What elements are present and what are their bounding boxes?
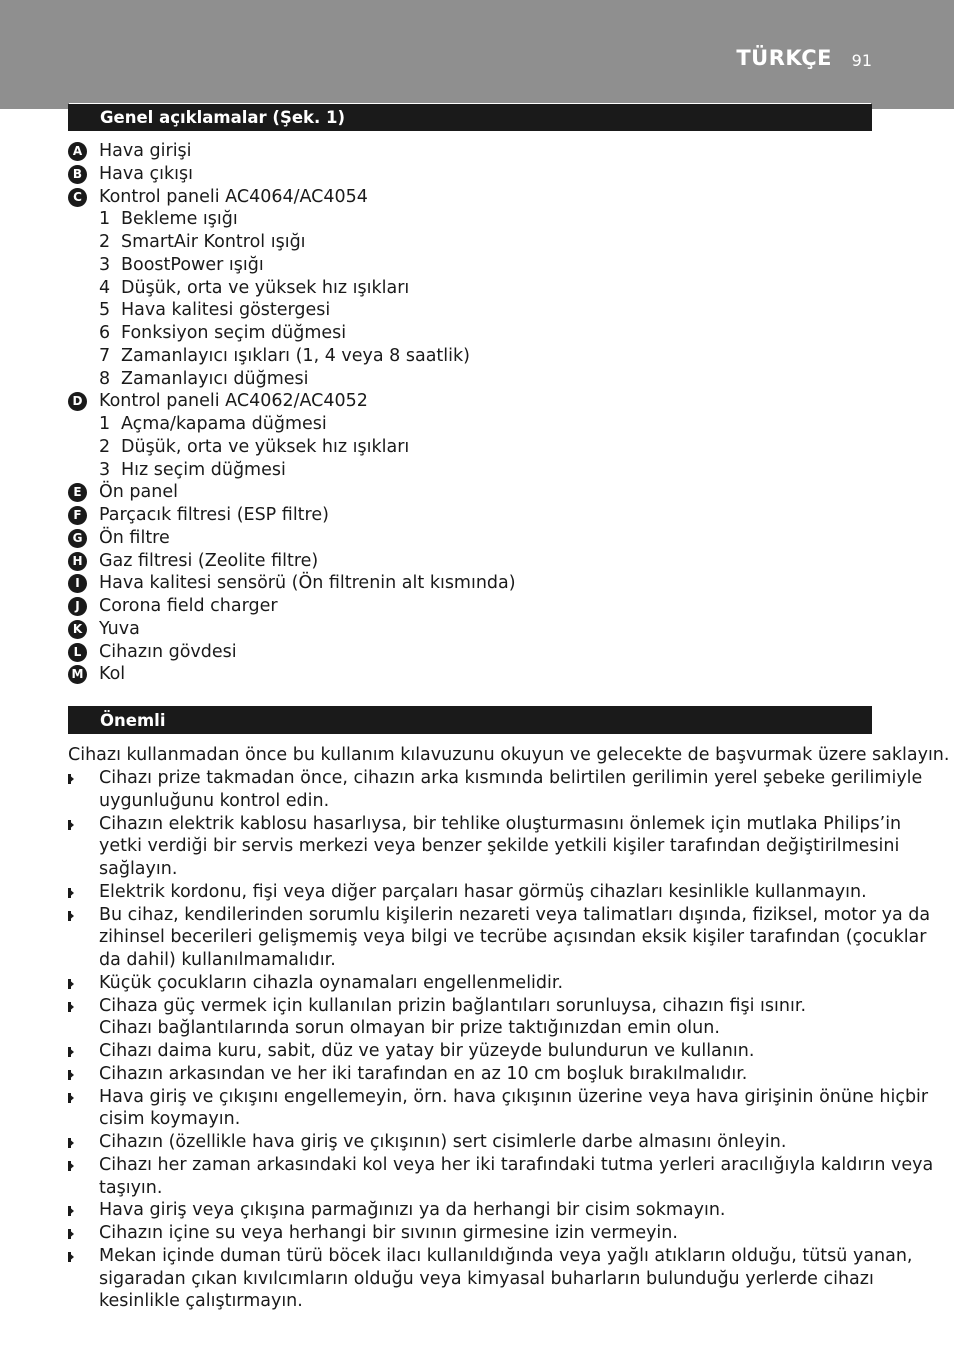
letter-marker-icon: J bbox=[68, 597, 87, 616]
section-heading-general-description bbox=[68, 103, 872, 131]
sub-part-number: 3 bbox=[99, 254, 111, 275]
part-label: Cihazın gövdesi bbox=[99, 641, 237, 662]
sub-part-label: Açma/kapama düğmesi bbox=[121, 414, 327, 434]
warning-text-line: Cihazın arkasından ve her iki tarafından en az 10 cm boşluk bırakılmalıdır. bbox=[99, 1063, 748, 1084]
part-label: Parçacık filtresi (ESP filtre) bbox=[99, 505, 329, 525]
sub-part-label: Düşük, orta ve yüksek hız ışıkları bbox=[121, 436, 410, 457]
letter-marker-icon: L bbox=[68, 643, 87, 662]
letter-marker-icon: K bbox=[68, 620, 87, 639]
bullet-icon bbox=[68, 1093, 74, 1103]
warning-item bbox=[68, 1222, 872, 1245]
warning-text-line: Cihazı her zaman arkasındaki kol veya her iki tarafındaki tutma yerleri aracılığıyla kaldırın veya bbox=[99, 1154, 934, 1175]
warning-text-line: Hava giriş ve çıkışını engellemeyin, örn. hava çıkışının üzerine veya hava girişinin önüne hiçbir bbox=[99, 1086, 929, 1107]
warning-item bbox=[68, 881, 872, 904]
sub-part-number: 2 bbox=[99, 436, 111, 457]
sub-part-number: 5 bbox=[99, 300, 111, 321]
warning-text-line: Mekan içinde duman türü böcek ilacı kullanıldığında veya yağlı atıkların olduğu, tütsü yanan, bbox=[99, 1245, 913, 1266]
bullet-icon bbox=[68, 888, 74, 898]
part-label: Hava girişi bbox=[99, 141, 192, 161]
letter-marker-icon: D bbox=[68, 392, 87, 411]
warning-text-line: Cihazı bağlantılarında sorun olmayan bir prize taktığınızdan emin olun. bbox=[99, 1018, 720, 1039]
letter-marker-icon: B bbox=[68, 165, 87, 184]
part-label: Hava kalitesi sensörü (Ön filtrenin alt kısmında) bbox=[99, 573, 516, 594]
part-label: Kol bbox=[99, 664, 126, 685]
warning-text-line: zihinsel becerileri gelişmemiş veya bilgi ve tecrübe açısından eksik kişiler tarafından (çocuklar bbox=[99, 927, 927, 948]
intro-paragraph: Cihazı kullanmadan önce bu kullanım kılavuzunu okuyun ve gelecekte de başvurmak üzere saklayın. bbox=[68, 745, 950, 765]
part-label: Kontrol paneli AC4064/AC4054 bbox=[99, 186, 368, 207]
warning-text-line: Cihazı daima kuru, sabit, düz ve yatay bir yüzeyde bulundurun ve kullanın. bbox=[99, 1041, 755, 1061]
part-label: Kontrol paneli AC4062/AC4052 bbox=[99, 391, 368, 412]
warning-text-line: Cihazın (özellikle hava giriş ve çıkışının) sert cisimlerle darbe almasını önleyin. bbox=[99, 1132, 787, 1152]
warning-item bbox=[68, 813, 902, 881]
language-title: TÜRKÇE bbox=[736, 46, 832, 70]
warning-item bbox=[68, 1086, 929, 1132]
sub-part-number: 1 bbox=[99, 209, 111, 230]
bullet-icon bbox=[68, 1206, 74, 1216]
warning-text-line: Elektrik kordonu, fişi veya diğer parçaları hasar görmüş cihazları kesinlikle kullanmayın. bbox=[99, 881, 867, 902]
bullet-icon bbox=[68, 979, 74, 989]
letter-marker-icon: M bbox=[68, 665, 87, 684]
sub-part-label: SmartAir Kontrol ışığı bbox=[121, 232, 306, 252]
warning-text-line: kesinlikle çalıştırmayın. bbox=[99, 1291, 303, 1312]
letter-marker-icon: E bbox=[68, 483, 87, 502]
bullet-icon bbox=[68, 1252, 74, 1262]
warning-text-line: Cihazı prize takmadan önce, cihazın arka kısmında belirtilen gerilimin yerel şebeke gerilimiyle bbox=[99, 768, 923, 788]
bullet-icon bbox=[68, 1229, 74, 1239]
warning-item bbox=[68, 1245, 913, 1313]
sub-part-number: 1 bbox=[99, 414, 111, 434]
letter-marker-icon: C bbox=[68, 188, 87, 207]
warning-item bbox=[68, 1154, 934, 1200]
sub-part-number: 4 bbox=[99, 277, 111, 298]
sub-part-label: Bekleme ışığı bbox=[121, 209, 238, 230]
letter-marker-icon: I bbox=[68, 574, 87, 593]
warning-text-line: sağlayın. bbox=[99, 859, 178, 879]
sub-part-label: Hava kalitesi göstergesi bbox=[121, 300, 331, 321]
warning-text-line: Hava giriş veya çıkışına parmağınızı ya da herhangi bir cisim sokmayın. bbox=[99, 1200, 726, 1221]
letter-marker-icon: A bbox=[68, 142, 87, 161]
sub-part-label: Düşük, orta ve yüksek hız ışıkları bbox=[121, 277, 410, 298]
warning-item bbox=[68, 995, 872, 1041]
sub-part-number: 2 bbox=[99, 232, 111, 252]
letter-marker-icon: F bbox=[68, 506, 87, 525]
sub-part-number: 8 bbox=[99, 368, 111, 389]
sub-part-number: 6 bbox=[99, 323, 111, 343]
warning-text-line: sigaradan çıkan kıvılcımların olduğu veya kimyasal buharların bulunduğu yerlerde cihazı bbox=[99, 1268, 874, 1289]
warning-text-line: Cihaza güç vermek için kullanılan prizin bağlantıları sorunluysa, cihazın fişi ısınır. bbox=[99, 995, 807, 1016]
part-label: Corona field charger bbox=[99, 596, 278, 616]
bullet-icon bbox=[68, 774, 74, 784]
warning-item bbox=[68, 1199, 872, 1222]
part-label: Gaz filtresi (Zeolite filtre) bbox=[99, 550, 319, 571]
bullet-icon bbox=[68, 1070, 74, 1080]
warning-item bbox=[68, 1040, 872, 1063]
letter-marker-icon: G bbox=[68, 529, 87, 548]
sub-part-number: 7 bbox=[99, 345, 111, 366]
part-label: Ön filtre bbox=[99, 527, 170, 548]
section-heading-important bbox=[68, 706, 872, 734]
sub-part-label: Fonksiyon seçim düğmesi bbox=[121, 323, 347, 343]
bullet-icon bbox=[68, 1002, 74, 1012]
warning-item bbox=[68, 1063, 872, 1086]
sub-part-label: BoostPower ışığı bbox=[121, 254, 264, 275]
warning-item bbox=[68, 972, 872, 995]
warning-text-line: uygunluğunu kontrol edin. bbox=[99, 790, 330, 811]
warning-item bbox=[68, 767, 923, 813]
bullet-icon bbox=[68, 1161, 74, 1171]
sub-part-label: Zamanlayıcı düğmesi bbox=[121, 368, 309, 389]
bullet-icon bbox=[68, 911, 74, 921]
part-label: Yuva bbox=[99, 618, 140, 639]
warning-item bbox=[68, 1131, 872, 1154]
sub-part-label: Hız seçim düğmesi bbox=[121, 459, 286, 480]
sub-part-label: Zamanlayıcı ışıkları (1, 4 veya 8 saatlik) bbox=[121, 345, 470, 366]
warning-text-line: Bu cihaz, kendilerinden sorumlu kişilerin nezareti veya talimatları dışında, fiziksel, motor ya da bbox=[99, 904, 931, 925]
section-title: Genel açıklamalar (Şek. 1) bbox=[100, 108, 346, 127]
sub-part-number: 3 bbox=[99, 459, 111, 480]
section-title: Önemli bbox=[100, 711, 166, 730]
header-band bbox=[0, 0, 954, 109]
bullet-icon bbox=[68, 1138, 74, 1148]
warning-text-line: Cihazın içine su veya herhangi bir sıvının girmesine izin vermeyin. bbox=[99, 1223, 678, 1243]
warning-text-line: taşıyın. bbox=[99, 1177, 163, 1198]
bullet-icon bbox=[68, 1047, 74, 1057]
bullet-icon bbox=[68, 820, 74, 830]
warning-text-line: Cihazın elektrik kablosu hasarlıysa, bir tehlike oluşturmasını önlemek için mutlaka Philips’in bbox=[99, 813, 902, 834]
part-label: Ön panel bbox=[99, 482, 178, 503]
warnings-list bbox=[68, 767, 934, 1313]
page-number: 91 bbox=[851, 51, 872, 70]
warning-text-line: cisim koymayın. bbox=[99, 1109, 241, 1130]
warning-item bbox=[68, 904, 931, 972]
warning-text-line: Küçük çocukların cihazla oynamaları engellenmelidir. bbox=[99, 972, 564, 993]
warning-text-line: da dahil) kullanılmamalıdır. bbox=[99, 950, 336, 970]
letter-marker-icon: H bbox=[68, 552, 87, 571]
part-label: Hava çıkışı bbox=[99, 163, 193, 184]
warning-text-line: yetki verdiği bir servis merkezi veya benzer şekilde yetkili kişiler tarafından değiştirilmesini bbox=[99, 836, 900, 857]
